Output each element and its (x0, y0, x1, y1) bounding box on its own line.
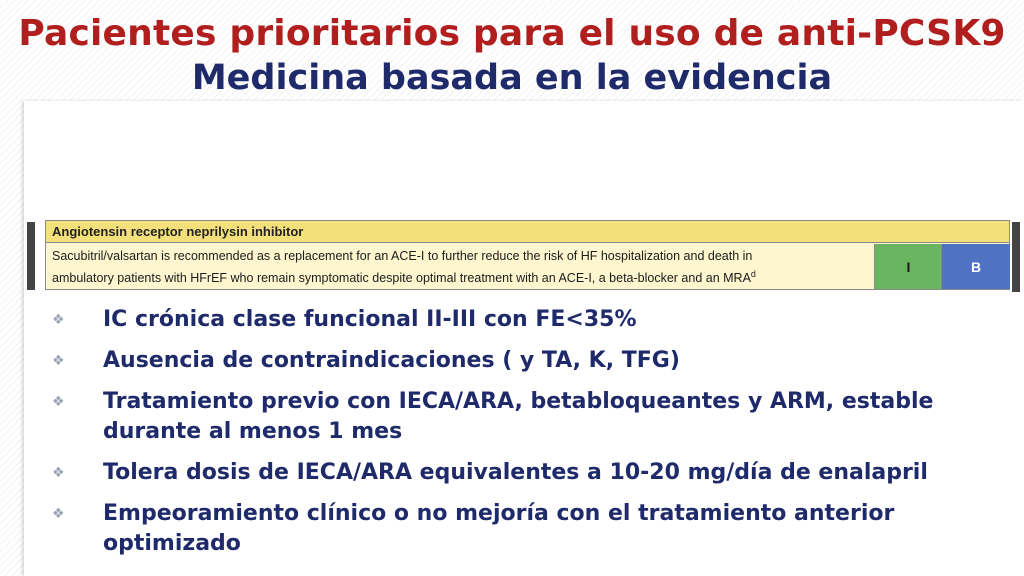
slide-subtitle: Medicina basada en la evidencia (191, 58, 833, 98)
list-item (52, 387, 1012, 447)
list-item-text: Tratamiento previo con IECA/ARA, betabloqueantes y ARM, estable durante al menos 1 mes (103, 389, 934, 444)
table-border-left (27, 222, 35, 290)
recommendation-line-1: Sacubitril/valsartan is recommended as a replacement for an ACE-I to further reduce the risk of HF hospitalization and death in (52, 249, 753, 263)
guideline-recommendation-table (45, 220, 1010, 290)
list-item-text: Empeoramiento clínico o no mejoría con el tratamiento anterior optimizado (103, 501, 895, 556)
recommendation-text (52, 247, 872, 287)
list-item (52, 499, 1012, 559)
diamond-bullet-icon: ❖ (52, 312, 65, 328)
table-header: Angiotensin receptor neprilysin inhibitor (46, 221, 1009, 243)
criteria-list (52, 305, 1012, 570)
diamond-bullet-icon: ❖ (52, 353, 65, 369)
diamond-bullet-icon: ❖ (52, 506, 65, 522)
list-item (52, 305, 1012, 335)
table-border-right (1012, 222, 1020, 292)
footnote-mark: d (750, 269, 756, 279)
level-cell: B (941, 244, 1010, 289)
list-item-text: Tolera dosis de IECA/ARA equivalentes a 10-20 mg/día de enalapril (103, 460, 928, 485)
diamond-bullet-icon: ❖ (52, 394, 65, 410)
list-item-text: Ausencia de contraindicaciones ( y TA, K, TFG) (103, 348, 680, 373)
slide-title: Pacientes prioritarios para el uso de anti-PCSK9 (18, 13, 1006, 54)
list-item (52, 346, 1012, 376)
list-item (52, 458, 1012, 488)
diamond-bullet-icon: ❖ (52, 465, 65, 481)
recommendation-line-2: ambulatory patients with HFrEF who remain symptomatic despite optimal treatment with an ACE-I, a beta-blocker and an MRA (52, 271, 751, 286)
list-item-text: IC crónica clase funcional II-III con FE<35% (103, 307, 637, 332)
class-cell: I (874, 244, 942, 289)
